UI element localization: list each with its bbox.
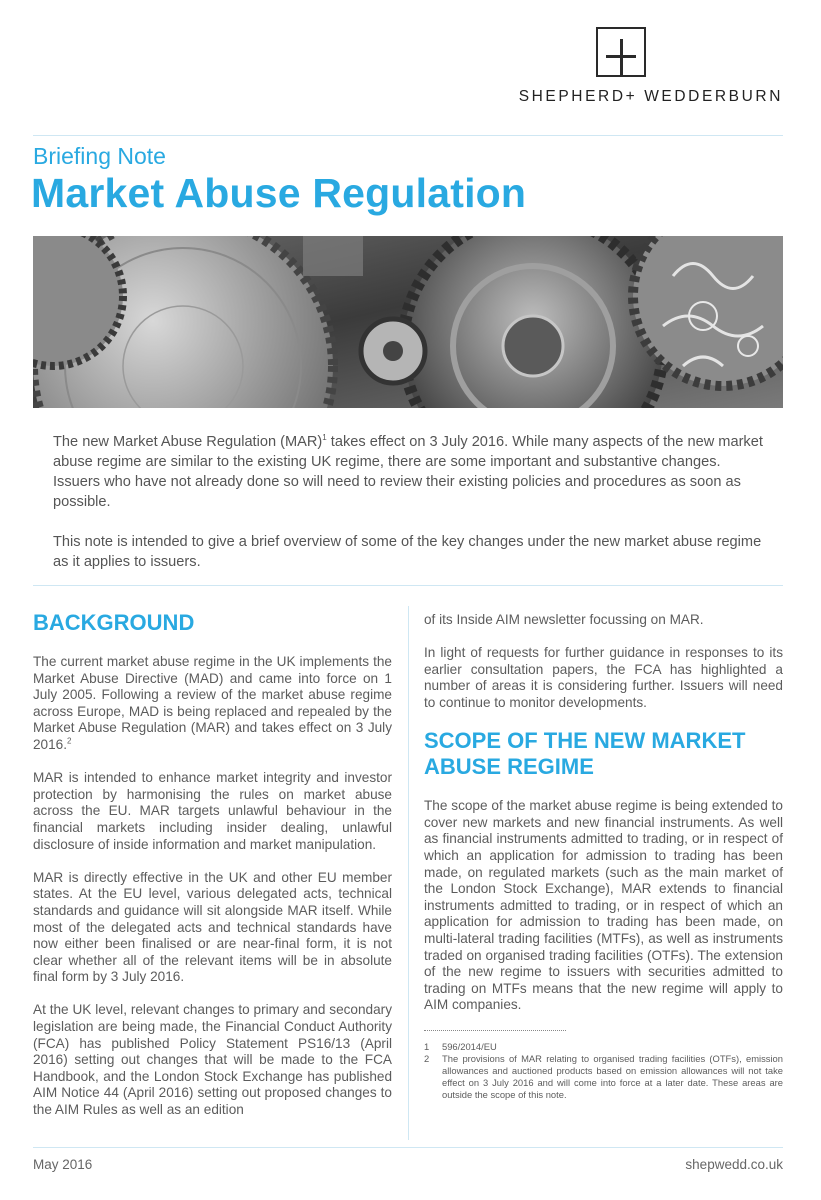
intro-paragraph-2: This note is intended to give a brief overview of some of the key changes under the new market abuse regime as it applies to issuers. [53,534,762,570]
intro-paragraph-1: The new Market Abuse Regulation (MAR)$^1$ takes effect on 3 July 2016. While many aspects of the new market abuse regime are similar to the existing UK regime, there are some important and substantive changes. Issuers who have not already done so will need to review their existing policies and procedures as soon as possible. [53,433,763,510]
background-paragraph-4: At the UK level, relevant changes to primary and secondary legislation are being made, the Financial Conduct Authority (FCA) has published Policy Statement PS16/13 (April 2016) setting out changes that will be made to the FCA Handbook, and the London Stock Exchange has published AIM Notice 44 (April 2016) setting out proposed changes to the AIM Rules as well as an edition [33,1002,392,1118]
background-paragraph-3: MAR is directly effective in the UK and other EU member states. At the EU level, various delegated acts, technical standards and guidance will sit alongside MAR itself. While most of the delegated acts and technical standards have now either been finalised or are near-final form, it is not clear whether all of the relevant items will be in absolute final form by 3 July 2016. [33,869,392,985]
scope-paragraph: The scope of the market abuse regime is being extended to cover new markets and new financial instruments. As well as financial instruments admitted to trading, or in respect of which an application for admission to trading has been made, on regulated markets (such as the main market of the London Stock Exchange), MAR extends to financial instruments admitted to trading, or in respect of which an application for admission to trading has been made, on multi-lateral trading facilities (MTFs), as well as instruments traded on organised trading facilities (OTFs). The extension of the new regime to issuers with securities admitted to trading on MTFs means that the new regime will apply to AIM companies. [424,798,783,1013]
fca-paragraph: In light of requests for further guidance in responses to its earlier consultation papers, the FCA has highlighted a number of areas it is considering further. Issuers will need to continue to monitor developments. [424,645,783,710]
footer-website-link[interactable]: shepwedd.co.uk [685,1157,783,1172]
column-divider [408,606,409,1140]
footnote-2: 2 The provisions of MAR relating to organised trading facilities (OTFs), emission allowances and auctioned products based on emission allowances will not take effect on 3 July 2016 and will come into force at a later date. These areas are outside the scope of this note. [424,1053,783,1101]
logo-mark [596,27,646,77]
footnote-1: 1 596/2014/EU [424,1041,497,1053]
briefing-note-label: Briefing Note [33,143,166,169]
continued-paragraph: of its Inside AIM newsletter focussing on MAR. [424,612,704,627]
footer-divider [33,1147,783,1148]
intro [53,432,765,592]
left-column [33,600,392,1135]
right-column [424,612,783,1101]
background-heading: BACKGROUND [33,610,195,635]
header-divider [33,135,783,136]
background-paragraph-2: MAR is intended to enhance market integrity and investor protection by harmonising the rules on market abuse across the EU. MAR targets unlawful behaviour in the financial markets including insider dealing, unlawful disclosure of inside information and market manipulation. [33,770,392,852]
intro-divider [33,585,783,586]
background-paragraph-1: The current market abuse regime in the UK implements the Market Abuse Directive (MAD) and came into force on 1 July 2005. Following a review of the market abuse regime across Europe, MAD is being replaced and repealed by the Market Abuse Regulation (MAR) and takes effect on 3 July 2016.$^2$ [33,654,392,752]
scope-heading: SCOPE OF THE NEW MARKET ABUSE REGIME [424,728,746,780]
footer-date: May 2016 [33,1157,93,1172]
hero-image [33,236,783,408]
brand-name: SHEPHERD+ WEDDERBURN [518,88,783,105]
footnote-divider [424,1030,566,1031]
page-title: Market Abuse Regulation [31,170,527,216]
